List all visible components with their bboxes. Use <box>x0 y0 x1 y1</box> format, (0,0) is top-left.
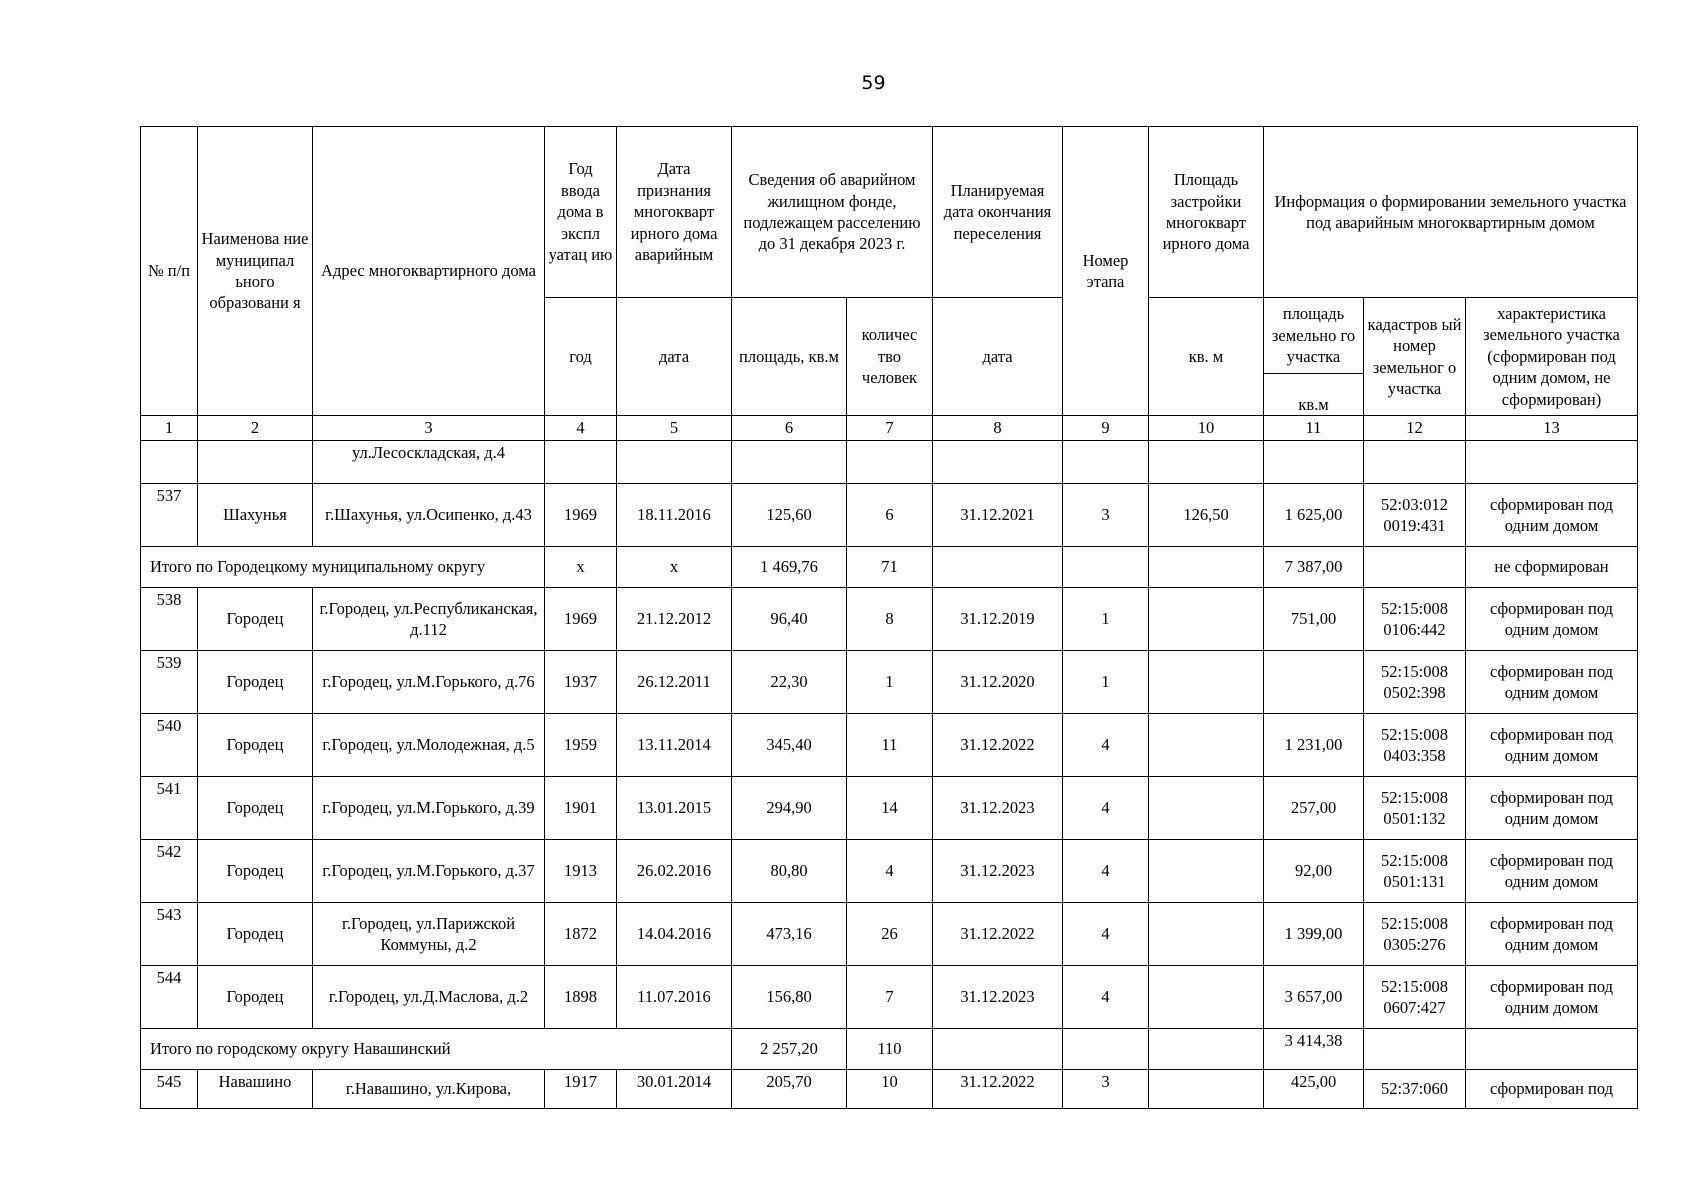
row-recognition-date: 26.02.2016 <box>617 840 732 903</box>
row-stage: 4 <box>1063 966 1149 1029</box>
total-empty <box>1364 1029 1466 1070</box>
total-empty <box>933 1029 1063 1070</box>
row-number: 544 <box>141 966 198 1029</box>
total-empty <box>1063 547 1149 588</box>
header-unit-people: количес тво человек <box>847 298 933 416</box>
total-people: 110 <box>847 1029 933 1070</box>
row-area: 156,80 <box>732 966 847 1029</box>
row-year: 1917 <box>545 1070 617 1109</box>
row-land-characteristic: сформирован под одним домом <box>1466 651 1638 714</box>
table-row <box>141 777 1638 840</box>
header-unit-planned-date: дата <box>933 298 1063 416</box>
header-unit-year: год <box>545 298 617 416</box>
row-number: 541 <box>141 777 198 840</box>
row-planned-date: 31.12.2020 <box>933 651 1063 714</box>
row-municipality: Шахунья <box>198 484 313 547</box>
row-address: г.Городец, ул.Парижской Коммуны, д.2 <box>313 903 545 966</box>
header-col-number: № п/п <box>141 127 198 416</box>
total-label: Итого по Городецкому муниципальному округу <box>141 547 545 588</box>
row-recognition-date: 14.04.2016 <box>617 903 732 966</box>
row-recognition-date: 26.12.2011 <box>617 651 732 714</box>
column-number: 1 <box>141 416 198 441</box>
row-cadastral-number: 52:15:008 0501:131 <box>1364 840 1466 903</box>
row-land-area: 257,00 <box>1264 777 1364 840</box>
row-cadastral-number: 52:15:008 0305:276 <box>1364 903 1466 966</box>
row-planned-date: 31.12.2023 <box>933 966 1063 1029</box>
row-land-characteristic: сформирован под одним домом <box>1466 777 1638 840</box>
row-address: г.Городец, ул.Д.Маслова, д.2 <box>313 966 545 1029</box>
total-empty <box>1466 1029 1638 1070</box>
total-empty <box>1149 547 1264 588</box>
table-row <box>141 1070 1638 1109</box>
row-number: 545 <box>141 1070 198 1109</box>
row-recognition-date: 13.11.2014 <box>617 714 732 777</box>
row-cadastral-number: 52:15:008 0403:358 <box>1364 714 1466 777</box>
column-number: 2 <box>198 416 313 441</box>
row-planned-date: 31.12.2022 <box>933 1070 1063 1109</box>
row-cadastral-number: 52:37:060 <box>1364 1070 1466 1109</box>
row-municipality: Городец <box>198 903 313 966</box>
header-col-year: Год ввода дома в экспл уатац ию <box>545 127 617 298</box>
total-land-characteristic: не сформирован <box>1466 547 1638 588</box>
row-recognition-date: 21.12.2012 <box>617 588 732 651</box>
row-land-area: 3 657,00 <box>1264 966 1364 1029</box>
row-number: 540 <box>141 714 198 777</box>
table-body <box>141 127 1638 1109</box>
row-land-characteristic: сформирован под одним домом <box>1466 588 1638 651</box>
row-planned-date: 31.12.2023 <box>933 840 1063 903</box>
row-municipality: Городец <box>198 714 313 777</box>
row-address: г.Навашино, ул.Кирова, <box>313 1070 545 1109</box>
row-number: 538 <box>141 588 198 651</box>
continued-address: ул.Лесоскладская, д.4 <box>313 441 545 484</box>
row-land-characteristic: сформирован под одним домом <box>1466 714 1638 777</box>
total-land-area: 7 387,00 <box>1264 547 1364 588</box>
row-municipality: Городец <box>198 588 313 651</box>
row-building-area <box>1149 777 1264 840</box>
row-land-area: 751,00 <box>1264 588 1364 651</box>
table-row <box>141 484 1638 547</box>
row-people: 10 <box>847 1070 933 1109</box>
row-land-characteristic: сформирован под одним домом <box>1466 840 1638 903</box>
column-number: 12 <box>1364 416 1466 441</box>
row-planned-date: 31.12.2022 <box>933 903 1063 966</box>
row-year: 1969 <box>545 484 617 547</box>
row-address: г.Городец, ул.М.Горького, д.39 <box>313 777 545 840</box>
header-unit-land-area-label: кв.м <box>1298 395 1329 414</box>
row-building-area <box>1149 903 1264 966</box>
header-row-main <box>141 127 1638 298</box>
header-col-land-characteristic: характеристика земельного участка (сформирован под одним домом, не сформирован) <box>1466 298 1638 416</box>
header-col-planned-date: Планируемая дата окончания переселения <box>933 127 1063 298</box>
header-col-land-area: площадь земельно го участка <box>1264 298 1363 374</box>
row-cadastral-number: 52:03:012 0019:431 <box>1364 484 1466 547</box>
row-planned-date: 31.12.2019 <box>933 588 1063 651</box>
column-number: 10 <box>1149 416 1264 441</box>
row-year: 1937 <box>545 651 617 714</box>
row-address: г.Городец, ул.Республиканская, д.112 <box>313 588 545 651</box>
total-empty <box>1149 1029 1264 1070</box>
column-number: 11 <box>1264 416 1364 441</box>
row-stage: 1 <box>1063 651 1149 714</box>
row-area: 22,30 <box>732 651 847 714</box>
row-address: г.Шахунья, ул.Осипенко, д.43 <box>313 484 545 547</box>
total-empty <box>1364 547 1466 588</box>
row-land-area: 1 399,00 <box>1264 903 1364 966</box>
row-municipality: Городец <box>198 840 313 903</box>
row-land-area: 92,00 <box>1264 840 1364 903</box>
row-year: 1959 <box>545 714 617 777</box>
row-land-characteristic: сформирован под одним домом <box>1466 484 1638 547</box>
header-col-land-info: Информация о формировании земельного участка под аварийным многоквартирным домом <box>1264 127 1638 298</box>
table-row <box>141 588 1638 651</box>
row-people: 11 <box>847 714 933 777</box>
row-land-area: 1 625,00 <box>1264 484 1364 547</box>
header-col-address: Адрес многоквартирного дома <box>313 127 545 416</box>
header-row-column-numbers <box>141 416 1638 441</box>
table-row <box>141 714 1638 777</box>
header-unit-area: площадь, кв.м <box>732 298 847 416</box>
row-building-area <box>1149 714 1264 777</box>
row-people: 6 <box>847 484 933 547</box>
row-municipality: Навашино <box>198 1070 313 1109</box>
row-stage: 1 <box>1063 588 1149 651</box>
row-area: 345,40 <box>732 714 847 777</box>
row-land-area: 425,00 <box>1264 1070 1364 1109</box>
total-people: 71 <box>847 547 933 588</box>
row-stage: 4 <box>1063 777 1149 840</box>
row-cadastral-number: 52:15:008 0501:132 <box>1364 777 1466 840</box>
row-area: 96,40 <box>732 588 847 651</box>
total-label: Итого по городскому округу Навашинский <box>141 1029 732 1070</box>
total-date: x <box>617 547 732 588</box>
row-area: 473,16 <box>732 903 847 966</box>
row-address: г.Городец, ул.М.Горького, д.76 <box>313 651 545 714</box>
row-building-area <box>1149 966 1264 1029</box>
row-year: 1901 <box>545 777 617 840</box>
column-number: 7 <box>847 416 933 441</box>
row-cadastral-number: 52:15:008 0607:427 <box>1364 966 1466 1029</box>
table-row <box>141 651 1638 714</box>
row-area: 205,70 <box>732 1070 847 1109</box>
row-land-characteristic: сформирован под одним домом <box>1466 903 1638 966</box>
table-row <box>141 840 1638 903</box>
row-people: 8 <box>847 588 933 651</box>
row-recognition-date: 18.11.2016 <box>617 484 732 547</box>
header-col-stage: Номер этапа <box>1063 127 1149 416</box>
column-number: 3 <box>313 416 545 441</box>
row-recognition-date: 13.01.2015 <box>617 777 732 840</box>
row-number: 542 <box>141 840 198 903</box>
column-number: 4 <box>545 416 617 441</box>
column-number: 5 <box>617 416 732 441</box>
header-unit-date: дата <box>617 298 732 416</box>
header-unit-land-area <box>1264 298 1364 416</box>
row-year: 1913 <box>545 840 617 903</box>
row-building-area <box>1149 588 1264 651</box>
row-stage: 3 <box>1063 1070 1149 1109</box>
row-year: 1969 <box>545 588 617 651</box>
row-land-area: 1 231,00 <box>1264 714 1364 777</box>
total-land-area: 3 414,38 <box>1264 1029 1364 1070</box>
table-row <box>141 903 1638 966</box>
row-people: 7 <box>847 966 933 1029</box>
header-col-municipality: Наименова ние муниципал ьного образовани я <box>198 127 313 416</box>
header-unit-building-area: кв. м <box>1149 298 1264 416</box>
row-year: 1872 <box>545 903 617 966</box>
total-area: 2 257,20 <box>732 1029 847 1070</box>
header-col-cadastral: кадастров ый номер земельног о участка <box>1364 298 1466 416</box>
row-stage: 4 <box>1063 714 1149 777</box>
column-number: 6 <box>732 416 847 441</box>
row-planned-date: 31.12.2023 <box>933 777 1063 840</box>
row-building-area <box>1149 651 1264 714</box>
row-cadastral-number: 52:15:008 0106:442 <box>1364 588 1466 651</box>
row-people: 14 <box>847 777 933 840</box>
row-cadastral-number: 52:15:008 0502:398 <box>1364 651 1466 714</box>
row-planned-date: 31.12.2022 <box>933 714 1063 777</box>
row-building-area <box>1149 1070 1264 1109</box>
housing-registry-table <box>140 126 1638 1109</box>
page-number: 59 <box>861 72 886 94</box>
row-recognition-date: 11.07.2016 <box>617 966 732 1029</box>
row-number: 539 <box>141 651 198 714</box>
total-row-gorodets <box>141 547 1638 588</box>
row-number: 543 <box>141 903 198 966</box>
column-number: 8 <box>933 416 1063 441</box>
row-stage: 3 <box>1063 484 1149 547</box>
total-empty <box>933 547 1063 588</box>
row-recognition-date: 30.01.2014 <box>617 1070 732 1109</box>
row-year: 1898 <box>545 966 617 1029</box>
row-stage: 4 <box>1063 840 1149 903</box>
row-people: 26 <box>847 903 933 966</box>
row-people: 1 <box>847 651 933 714</box>
row-land-area <box>1264 651 1364 714</box>
total-empty <box>1063 1029 1149 1070</box>
row-municipality: Городец <box>198 966 313 1029</box>
row-planned-date: 31.12.2021 <box>933 484 1063 547</box>
row-municipality: Городец <box>198 651 313 714</box>
header-col-recognition-date: Дата признания многокварт ирного дома аварийным <box>617 127 732 298</box>
row-number: 537 <box>141 484 198 547</box>
row-municipality: Городец <box>198 777 313 840</box>
header-col-building-area: Площадь застройки многокварт ирного дома <box>1149 127 1264 298</box>
row-land-characteristic: сформирован под одним домом <box>1466 966 1638 1029</box>
header-col-emergency-fund: Сведения об аварийном жилищном фонде, подлежащем расселению до 31 декабря 2023 г. <box>732 127 933 298</box>
total-row-navashino <box>141 1029 1638 1070</box>
row-people: 4 <box>847 840 933 903</box>
row-stage: 4 <box>1063 903 1149 966</box>
row-area: 294,90 <box>732 777 847 840</box>
row-address: г.Городец, ул.Молодежная, д.5 <box>313 714 545 777</box>
row-land-characteristic: сформирован под <box>1466 1070 1638 1109</box>
row-area: 125,60 <box>732 484 847 547</box>
column-number: 9 <box>1063 416 1149 441</box>
total-year: x <box>545 547 617 588</box>
row-area: 80,80 <box>732 840 847 903</box>
table-row-continued <box>141 441 1638 484</box>
column-number: 13 <box>1466 416 1638 441</box>
row-building-area <box>1149 840 1264 903</box>
row-building-area: 126,50 <box>1149 484 1264 547</box>
table-row <box>141 966 1638 1029</box>
total-area: 1 469,76 <box>732 547 847 588</box>
row-address: г.Городец, ул.М.Горького, д.37 <box>313 840 545 903</box>
